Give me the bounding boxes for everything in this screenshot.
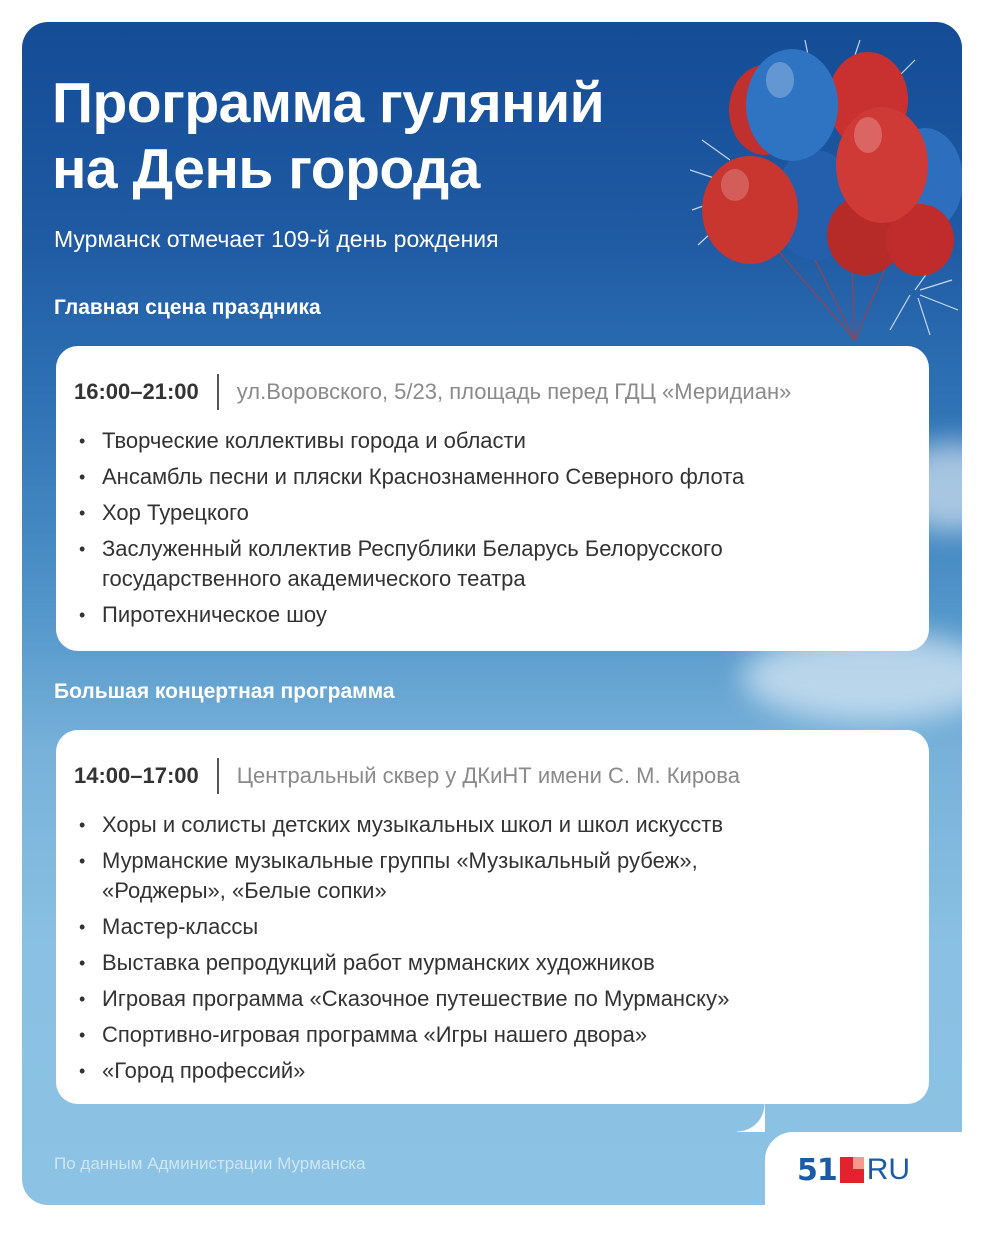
main-stage-card bbox=[56, 346, 929, 651]
list-item: • Спортивно-игровая программа «Игры нашего двора» bbox=[74, 1020, 911, 1050]
page-title bbox=[52, 70, 604, 202]
corner-notch bbox=[737, 1104, 765, 1132]
51ru-logo[interactable] bbox=[797, 1153, 910, 1187]
list-item: • Хор Турецкого bbox=[74, 498, 911, 528]
list-item: • Выставка репродукций работ мурманских художников bbox=[74, 948, 911, 978]
list-item: • Заслуженный коллектив Республики Беларусь Белорусского государственного академического театра bbox=[74, 534, 911, 594]
balloons-and-fireworks-icon bbox=[690, 40, 962, 340]
logo-suffix: RU bbox=[866, 1153, 911, 1186]
list-item: • Творческие коллективы города и области bbox=[74, 426, 911, 456]
section-heading-main-stage: Главная сцена праздника bbox=[54, 296, 321, 319]
logo-square-icon bbox=[840, 1157, 864, 1183]
list-item: • Мастер-классы bbox=[74, 912, 911, 942]
card-header bbox=[74, 372, 911, 412]
event-time: 16:00–21:00 bbox=[74, 379, 199, 404]
section-heading-concert: Большая концертная программа bbox=[54, 680, 395, 703]
event-list bbox=[74, 810, 911, 1086]
event-time: 14:00–17:00 bbox=[74, 763, 199, 788]
list-item: • «Город профессий» bbox=[74, 1056, 911, 1086]
list-item: • Игровая программа «Сказочное путешествие по Мурманску» bbox=[74, 984, 911, 1014]
card-header bbox=[74, 756, 911, 796]
list-item: • Ансамбль песни и пляски Краснознаменного Северного флота bbox=[74, 462, 911, 492]
title-line-2: на День города bbox=[52, 137, 480, 201]
event-location: Центральный сквер у ДКиНТ имени С. М. Кирова bbox=[236, 763, 740, 788]
divider bbox=[217, 374, 219, 410]
event-list bbox=[74, 426, 911, 630]
source-note: По данным Администрации Мурманска bbox=[54, 1154, 366, 1173]
concert-card bbox=[56, 730, 929, 1104]
list-item: • Хоры и солисты детских музыкальных школ и школ искусств bbox=[74, 810, 911, 840]
divider bbox=[217, 758, 219, 794]
title-line-1: Программа гуляний bbox=[52, 71, 605, 135]
subtitle: Мурманск отмечает 109-й день рождения bbox=[54, 226, 499, 252]
logo-notch bbox=[765, 1132, 984, 1252]
event-location: ул.Воровского, 5/23, площадь перед ГДЦ «Меридиан» bbox=[236, 379, 792, 404]
logo-number: 51 bbox=[797, 1152, 837, 1188]
list-item: • Пиротехническое шоу bbox=[74, 600, 911, 630]
list-item: • Мурманские музыкальные группы «Музыкальный рубеж», «Роджеры», «Белые сопки» bbox=[74, 846, 911, 906]
